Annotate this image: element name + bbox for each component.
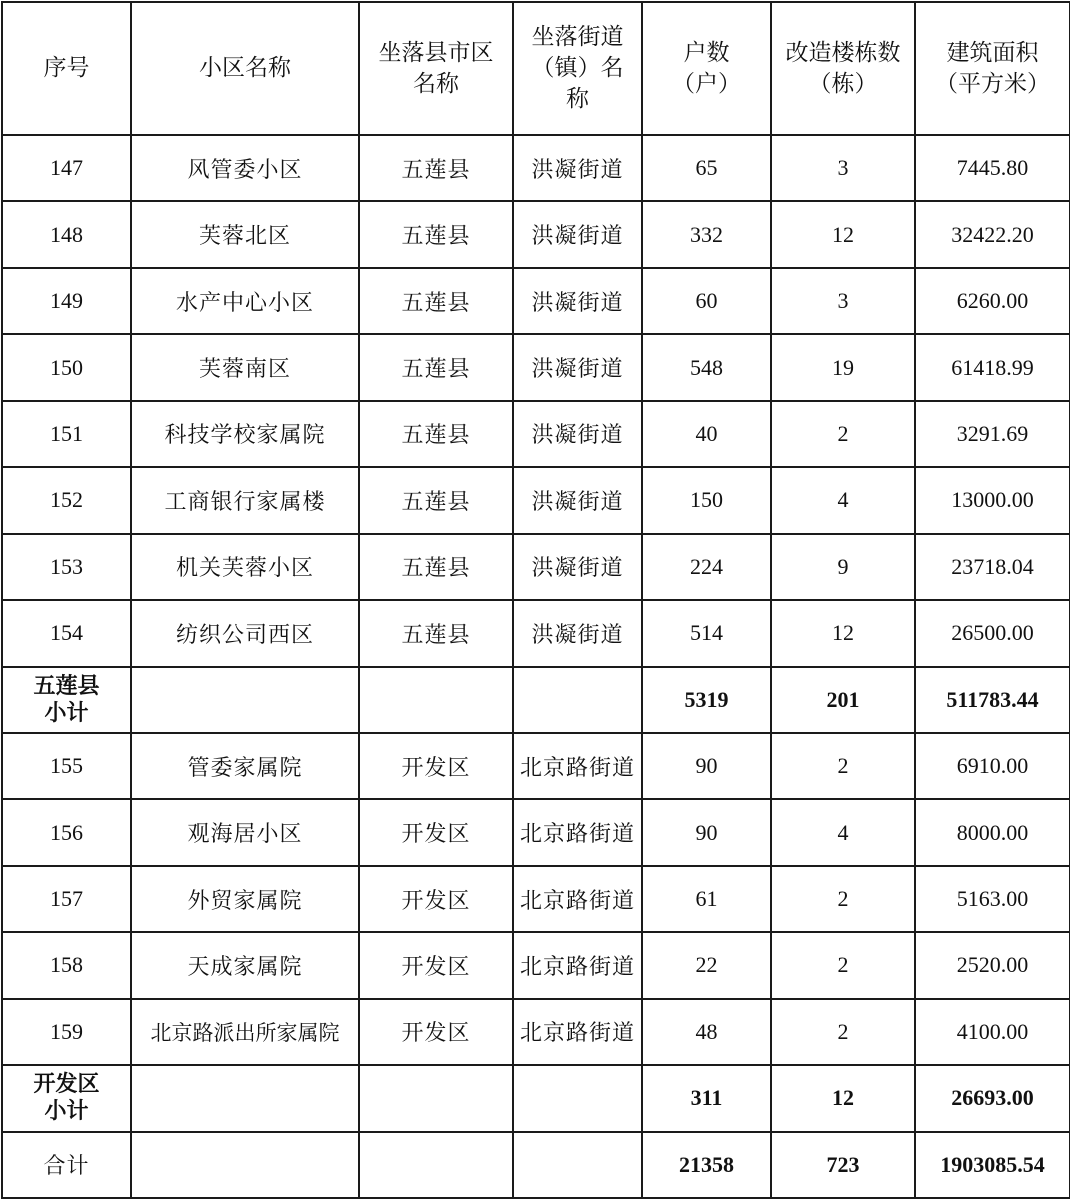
cell-county: 开发区	[359, 799, 513, 865]
cell-county: 五莲县	[359, 401, 513, 467]
cell-buildings: 2	[771, 932, 915, 998]
cell-households: 65	[642, 135, 771, 201]
cell-buildings: 2	[771, 401, 915, 467]
table-row	[2, 135, 1070, 201]
cell-community-name: 北京路派出所家属院	[131, 999, 359, 1065]
cell-index: 159	[2, 999, 131, 1065]
cell-county: 五莲县	[359, 135, 513, 201]
header-cell-community-name: 小区名称	[131, 2, 359, 135]
cell-street: 北京路街道	[513, 932, 642, 998]
cell-index: 151	[2, 401, 131, 467]
cell-community-name: 观海居小区	[131, 799, 359, 865]
cell-community-name: 芙蓉北区	[131, 201, 359, 267]
empty-cell	[359, 1065, 513, 1131]
table-row	[2, 401, 1070, 467]
subtotal-row-wulian	[2, 667, 1070, 733]
grand-total-row	[2, 1132, 1070, 1198]
cell-street: 北京路街道	[513, 866, 642, 932]
cell-households: 60	[642, 268, 771, 334]
cell-buildings: 12	[771, 600, 915, 666]
cell-floor-area: 5163.00	[915, 866, 1070, 932]
cell-county: 五莲县	[359, 534, 513, 600]
cell-county: 五莲县	[359, 334, 513, 400]
cell-county: 五莲县	[359, 268, 513, 334]
cell-households: 40	[642, 401, 771, 467]
cell-index: 150	[2, 334, 131, 400]
cell-floor-area: 8000.00	[915, 799, 1070, 865]
subtotal-floor-area: 26693.00	[915, 1065, 1070, 1131]
cell-street: 洪凝街道	[513, 268, 642, 334]
table-row	[2, 999, 1070, 1065]
cell-street: 洪凝街道	[513, 600, 642, 666]
empty-cell	[513, 1065, 642, 1131]
header-cell-households: 户数 （户）	[642, 2, 771, 135]
table-row	[2, 932, 1070, 998]
cell-community-name: 纺织公司西区	[131, 600, 359, 666]
header-row	[2, 2, 1070, 135]
header-cell-index: 序号	[2, 2, 131, 135]
table-row	[2, 334, 1070, 400]
empty-cell	[359, 1132, 513, 1198]
cell-community-name: 科技学校家属院	[131, 401, 359, 467]
cell-floor-area: 6910.00	[915, 733, 1070, 799]
cell-buildings: 4	[771, 799, 915, 865]
cell-county: 五莲县	[359, 600, 513, 666]
cell-households: 150	[642, 467, 771, 533]
cell-buildings: 12	[771, 201, 915, 267]
cell-buildings: 9	[771, 534, 915, 600]
cell-street: 洪凝街道	[513, 467, 642, 533]
cell-community-name: 芙蓉南区	[131, 334, 359, 400]
empty-cell	[131, 667, 359, 733]
table-row	[2, 534, 1070, 600]
cell-street: 北京路街道	[513, 799, 642, 865]
cell-county: 开发区	[359, 932, 513, 998]
subtotal-buildings: 201	[771, 667, 915, 733]
table-row	[2, 268, 1070, 334]
subtotal-households: 5319	[642, 667, 771, 733]
cell-community-name: 机关芙蓉小区	[131, 534, 359, 600]
cell-households: 332	[642, 201, 771, 267]
cell-county: 开发区	[359, 733, 513, 799]
cell-households: 22	[642, 932, 771, 998]
cell-households: 90	[642, 799, 771, 865]
cell-buildings: 4	[771, 467, 915, 533]
empty-cell	[131, 1132, 359, 1198]
cell-index: 155	[2, 733, 131, 799]
cell-county: 开发区	[359, 999, 513, 1065]
header-cell-floor-area: 建筑面积 （平方米）	[915, 2, 1070, 135]
cell-index: 154	[2, 600, 131, 666]
cell-street: 洪凝街道	[513, 334, 642, 400]
cell-households: 61	[642, 866, 771, 932]
empty-cell	[131, 1065, 359, 1131]
cell-index: 152	[2, 467, 131, 533]
table-row	[2, 799, 1070, 865]
cell-buildings: 2	[771, 866, 915, 932]
cell-buildings: 3	[771, 268, 915, 334]
header-cell-county: 坐落县市区 名称	[359, 2, 513, 135]
cell-index: 147	[2, 135, 131, 201]
cell-county: 开发区	[359, 866, 513, 932]
cell-floor-area: 32422.20	[915, 201, 1070, 267]
cell-index: 158	[2, 932, 131, 998]
cell-county: 五莲县	[359, 201, 513, 267]
cell-floor-area: 23718.04	[915, 534, 1070, 600]
subtotal-row-kaifaqu	[2, 1065, 1070, 1131]
cell-street: 北京路街道	[513, 999, 642, 1065]
cell-community-name: 外贸家属院	[131, 866, 359, 932]
table-row	[2, 201, 1070, 267]
cell-floor-area: 2520.00	[915, 932, 1070, 998]
cell-buildings: 19	[771, 334, 915, 400]
total-floor-area: 1903085.54	[915, 1132, 1070, 1198]
table-row	[2, 866, 1070, 932]
cell-households: 48	[642, 999, 771, 1065]
header-cell-street: 坐落街道 （镇）名 称	[513, 2, 642, 135]
total-households: 21358	[642, 1132, 771, 1198]
cell-index: 148	[2, 201, 131, 267]
cell-households: 224	[642, 534, 771, 600]
total-label: 合计	[2, 1132, 131, 1198]
cell-floor-area: 6260.00	[915, 268, 1070, 334]
cell-community-name: 工商银行家属楼	[131, 467, 359, 533]
cell-county: 五莲县	[359, 467, 513, 533]
cell-floor-area: 13000.00	[915, 467, 1070, 533]
subtotal-floor-area: 511783.44	[915, 667, 1070, 733]
empty-cell	[359, 667, 513, 733]
cell-households: 90	[642, 733, 771, 799]
cell-households: 514	[642, 600, 771, 666]
subtotal-label: 开发区 小计	[2, 1065, 131, 1131]
empty-cell	[513, 1132, 642, 1198]
table-row	[2, 600, 1070, 666]
cell-buildings: 2	[771, 733, 915, 799]
cell-street: 洪凝街道	[513, 135, 642, 201]
cell-buildings: 3	[771, 135, 915, 201]
housing-renovation-table	[1, 1, 1070, 1199]
cell-households: 548	[642, 334, 771, 400]
subtotal-buildings: 12	[771, 1065, 915, 1131]
cell-index: 156	[2, 799, 131, 865]
cell-community-name: 风管委小区	[131, 135, 359, 201]
cell-floor-area: 61418.99	[915, 334, 1070, 400]
cell-community-name: 天成家属院	[131, 932, 359, 998]
cell-floor-area: 4100.00	[915, 999, 1070, 1065]
subtotal-label: 五莲县 小计	[2, 667, 131, 733]
cell-floor-area: 26500.00	[915, 600, 1070, 666]
cell-index: 157	[2, 866, 131, 932]
cell-street: 洪凝街道	[513, 201, 642, 267]
total-buildings: 723	[771, 1132, 915, 1198]
cell-buildings: 2	[771, 999, 915, 1065]
cell-floor-area: 3291.69	[915, 401, 1070, 467]
cell-community-name: 管委家属院	[131, 733, 359, 799]
cell-index: 149	[2, 268, 131, 334]
empty-cell	[513, 667, 642, 733]
table-row	[2, 467, 1070, 533]
table-row	[2, 733, 1070, 799]
header-cell-buildings: 改造楼栋数 （栋）	[771, 2, 915, 135]
cell-floor-area: 7445.80	[915, 135, 1070, 201]
cell-index: 153	[2, 534, 131, 600]
subtotal-households: 311	[642, 1065, 771, 1131]
cell-street: 洪凝街道	[513, 534, 642, 600]
cell-community-name: 水产中心小区	[131, 268, 359, 334]
cell-street: 北京路街道	[513, 733, 642, 799]
cell-street: 洪凝街道	[513, 401, 642, 467]
